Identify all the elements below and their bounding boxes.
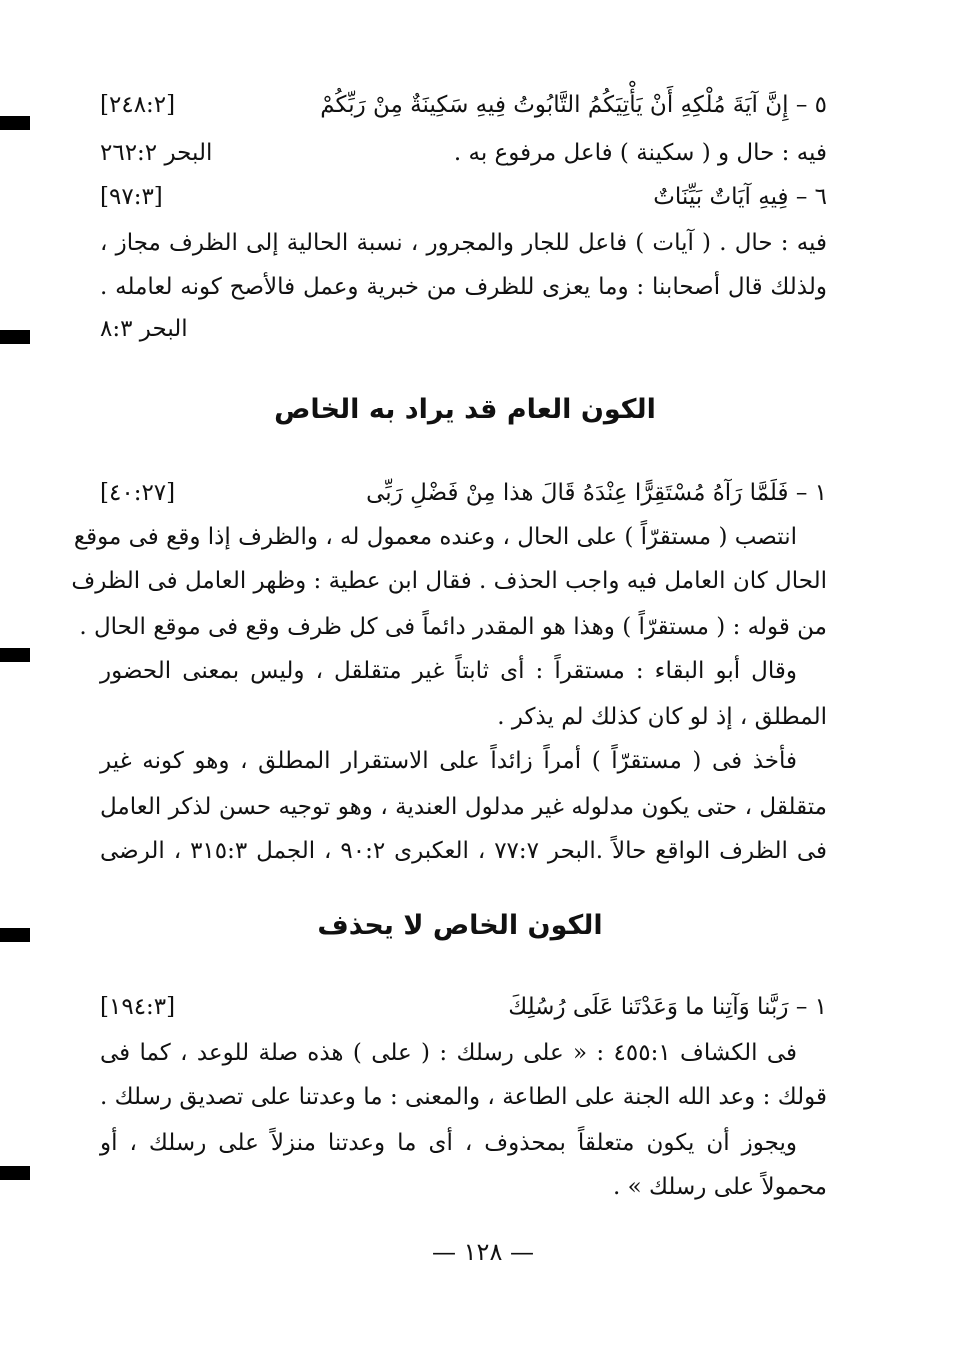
paragraph-line: فى الظرف الواقع حالاً .البحر ٧٧:٧ ، العكبرى ٩٠:٢ ، الجمل ٣١٥:٣ ، الرضى [100,838,828,864]
source-citation: البحر ٨:٣ [100,316,188,342]
paragraph-line: فيه : حال . ( آيات ) فاعل للجار والمجرور ، نسبة الحالية إلى الظرف مجاز ، [100,230,827,256]
paragraph-line: انتصب ( مستقرّاً ) على الحال ، وعنده معمول له ، والظرف إذا وقع فى موقع [73,524,797,550]
paragraph-line: الحال كان العامل فيه واجب الحذف . فقال ابن عطية : وظهر العامل فى الظرف [71,568,827,594]
scan-edge-mark [0,116,30,130]
scan-edge-mark [0,330,30,344]
scan-edge-mark [0,1166,30,1180]
section-heading: الكون الخاص لا يحذف [317,910,603,941]
verse-reference: [٩٧:٣] [100,184,163,210]
verse-reference: [٤٠:٢٧] [100,480,176,506]
verse-reference: [١٩٤:٣] [100,994,176,1020]
paragraph-line: المطلق ، إذ لو كان كذلك لم يذكر . [497,704,827,730]
paragraph-line: ولذلك قال أصحابنا : وما يعزى للظرف من خبرية وعمل فالأصح كونه لعامله . [100,274,827,300]
verse-reference: [٢٤٨:٢] [100,92,176,118]
source-citation: البحر ٢٦٢:٢ [100,140,213,166]
quran-verse-item-1: ١ – رَبَّنا وَآتِنا ما وَعَدْتَنا عَلَى رُسُلِكَ [508,994,827,1020]
page-number: — ١٢٨ — [432,1238,534,1266]
quran-verse-item-6: ٦ – فِيهِ آيَاتٌ بَيِّنَاتٌ [653,184,827,210]
paragraph-line: ويجوز أن يكون متعلقاً بمحذوف ، أى ما وعدتنا منزلاً على رسلك ، أو [100,1130,797,1156]
grammar-note: فيه : حال و ( سكينة ) فاعل مرفوع به . [453,140,827,166]
scan-edge-mark [0,928,30,942]
quran-verse-item-5: ٥ – إِنَّ آيَةَ مُلْكِهِ أَنْ يَأْتِيَكُمُ التَّابُوتُ فِيهِ سَكِينَةٌ مِنْ رَبِّكُمْ [320,92,827,118]
paragraph-line: محمولاً على رسلك » . [613,1174,827,1200]
paragraph-line: من قوله : ( مستقرّاً ) وهذا هو المقدر دائماً فى كل ظرف وقع فى موقع الحال . [79,614,827,640]
scan-edge-mark [0,648,30,662]
paragraph-line: فى الكشاف ٤٥٥:١ : « على رسلك : ( على ) هذه صلة للوعد ، كما فى [100,1040,797,1066]
section-heading: الكون العام قد يراد به الخاص [274,394,656,425]
paragraph-line: وقال أبو البقاء : مستقراً : أى ثابتاً غير متقلقل ، وليس بمعنى الحضور [100,658,797,684]
paragraph-line: متقلقل ، حتى يكون مدلوله غير مدلول العندية ، وهو توجيه حسن لذكر العامل [100,794,827,820]
paragraph-line: قولك : وعد الله الجنة على الطاعة ، والمعنى : ما وعدتنا على تصديق رسلك . [100,1084,827,1110]
paragraph-line: فأخذ فى ( مستقرّاً ) أمراً زائداً على الاستقرار المطلق ، وهو كونه غير [100,748,797,774]
quran-verse-item-1: ١ – فَلَمَّا رَآهُ مُسْتَقِرًّا عِنْدَهُ قَالَ هذا مِنْ فَضْلِ رَبِّى [366,480,827,506]
